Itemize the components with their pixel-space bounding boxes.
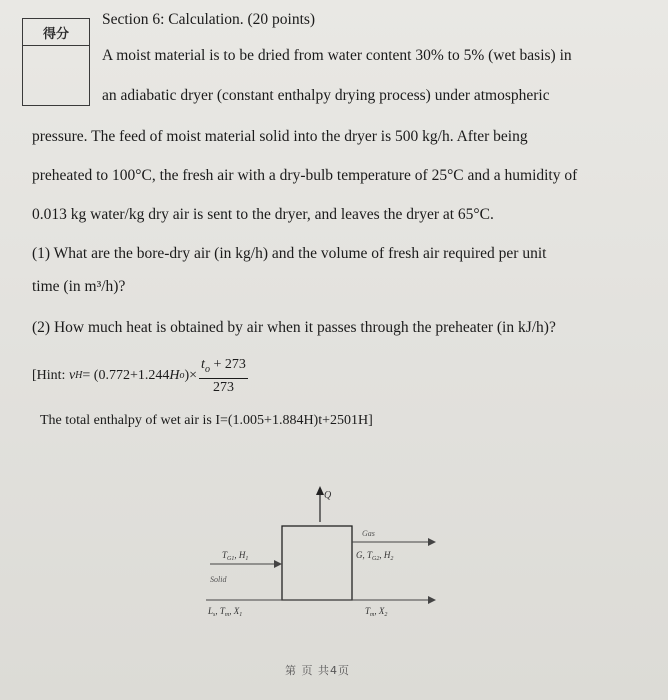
question-2: (2) How much heat is obtained by air when it passes through the preheater (in kJ/h)? [32,319,556,336]
hint-denominator: 273 [212,379,234,395]
score-box [22,18,90,106]
hint-fraction [199,356,248,396]
hint-equals: = (0.772+1.244 [82,367,170,383]
solid-label: Solid [210,575,227,584]
paragraph-line-1: A moist material is to be dried from water content 30% to 5% (wet basis) in [102,47,572,64]
question-1-line-2: time (in m³/h)? [32,278,126,295]
section-title: Section 6: Calculation. (20 points) [102,11,316,28]
gas-outlet-arrow [352,538,436,546]
hint-prefix: [Hint: [32,367,66,383]
hint-formula [32,356,248,396]
question-1-line-1: (1) What are the bore-dry air (in kg/h) and the volume of fresh air required per unit [32,245,547,262]
paragraph-line-5: 0.013 kg water/kg dry air is sent to the dryer, and leaves the dryer at 65°C. [32,206,494,223]
hint-h-sub: o [179,369,185,381]
inlet-air-label: $T_{G1}$, $H_1$ [222,550,249,562]
solid-out-label: $T_m$, $X_2$ [365,606,388,618]
gas-label: Gas [362,529,375,538]
score-box-label: 得分 [23,19,89,46]
heat-input-arrow [316,486,324,522]
heat-label: Q [324,490,332,501]
dryer-box [282,526,352,600]
hint-times: )× [184,367,198,383]
solid-in-label: $L_s$, $T_m$, $X_1$ [208,606,243,618]
paragraph-line-3: pressure. The feed of moist material solid into the dryer is 500 kg/h. After being [32,128,528,145]
outlet-air-label: G, $T_{G2}$, $H_2$ [356,550,394,562]
hint-h: H [169,367,180,383]
enthalpy-note: The total enthalpy of wet air is I=(1.005+1.884H)t+2501H] [40,413,373,428]
hint-lhs-sub: H [75,369,83,381]
paragraph-line-2: an adiabatic dryer (constant enthalpy drying process) under atmospheric [102,87,550,104]
dryer-diagram [200,482,440,622]
page-footer: 第 页 共4页 [285,664,350,677]
solid-flow-arrow [206,596,436,604]
hint-lhs: v [68,367,76,383]
hint-numerator: $t_o + 273$ [199,356,248,379]
paragraph-line-4: preheated to 100°C, the fresh air with a dry-bulb temperature of 25°C and a humidity of [32,167,578,184]
